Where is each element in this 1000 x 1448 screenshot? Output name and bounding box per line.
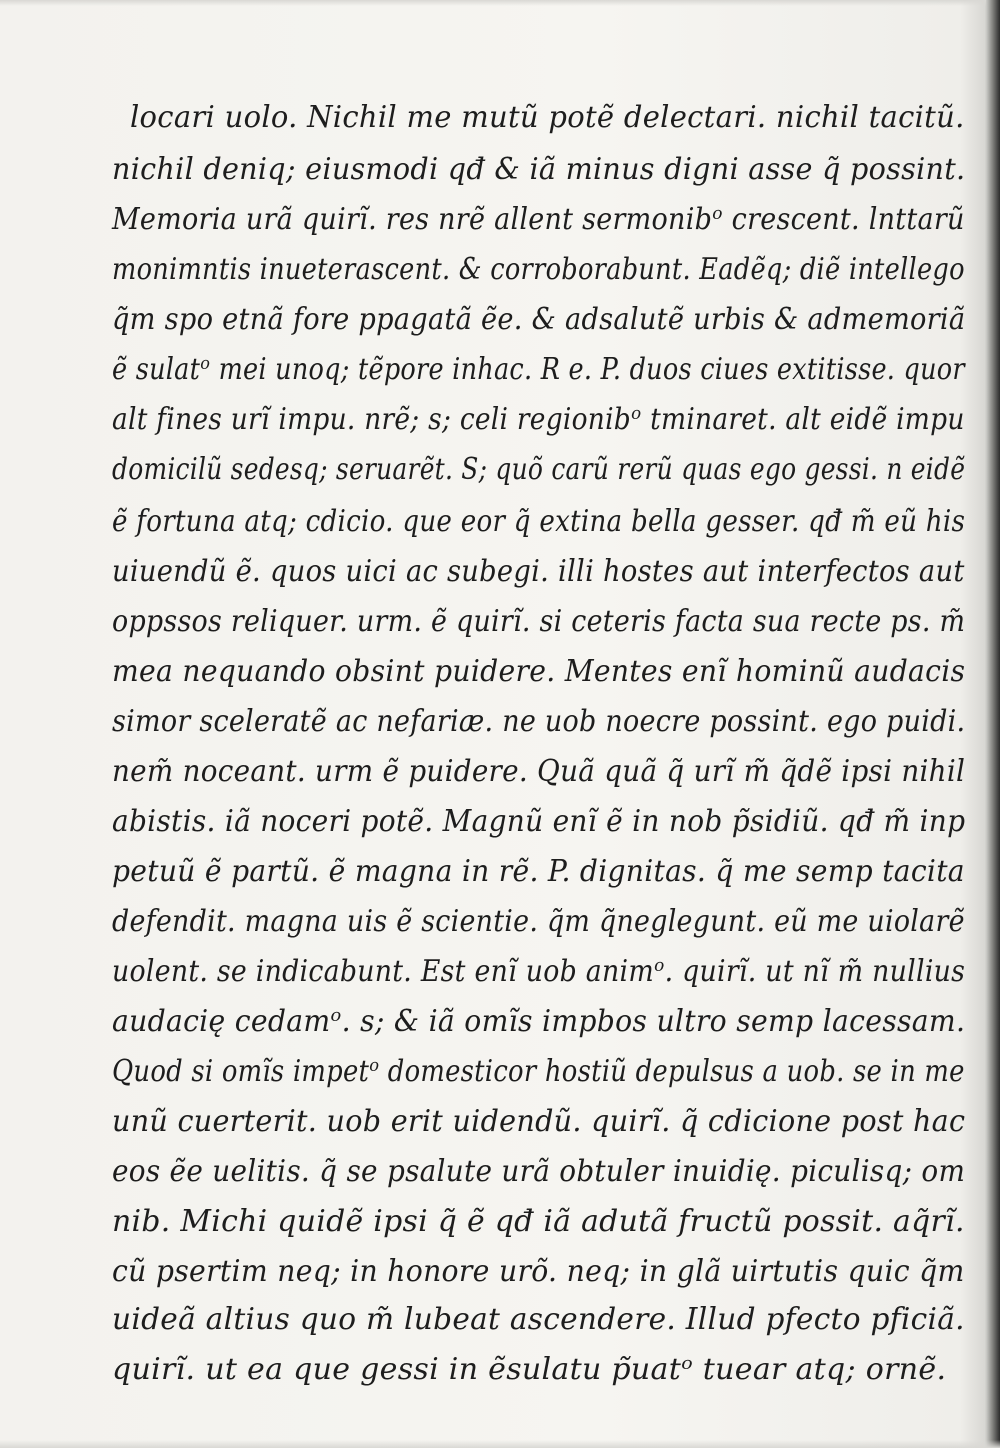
text-line: nem̃ noceant. urm ẽ puidere. Quã quã q̃ urĩ m̃ q̃dẽ ipsi nihil [112,754,966,789]
page-binding-edge [986,0,1000,1448]
text-line: ẽ sulatᵒ mei unoq; tẽpore inhac. R e. P. duos ciues extitisse. quor [112,352,965,387]
text-line: Quod si omĩs impetᵒ domesticor hostiũ depulsus a uob. se in me [112,1054,965,1089]
text-line: mea nequando obsint puidere. Mentes enĩ hominũ audacis [112,654,966,689]
text-line: ẽ fortuna atq; cdicio. que eor q̃ extina bella gesser. qđ m̃ eũ his [112,504,966,539]
text-line: uolent. se indicabunt. Est enĩ uob animᵒ. quirĩ. ut nĩ m̃ nullius [112,954,966,989]
text-line: q̃m spo etnã fore ppagatã ẽe. & adsalutẽ urbis & admemoriã [112,302,966,337]
text-line: monimntis inueterascent. & corroborabunt. Eadẽq; diẽ intellego [112,252,965,287]
text-line: oppssos reliquer. urm. ẽ quirĩ. si ceteris facta sua recte ps. m̃ [112,604,966,639]
text-line: uiuendũ ẽ. quos uici ac subegi. illi hostes aut interfectos aut [112,554,965,589]
text-line: simor sceleratẽ ac nefariæ. ne uob noecre possint. ego puidi. [112,704,966,739]
text-line: eos ẽe uelitis. q̃ se psalute urã obtuler inuidię. piculisq; om [112,1154,966,1189]
text-line: Memoria urã quirĩ. res nrẽ allent sermonibᵒ crescent. lnttarũ [112,202,965,237]
text-line: nib. Michi quidẽ ipsi q̃ ẽ qđ iã adutã fructũ possit. aq̃rĩ. [112,1204,965,1239]
text-line: unũ cuerterit. uob erit uidendũ. quirĩ. q̃ cdicione post hac [112,1104,966,1139]
page-top-edge [0,0,1000,6]
text-line: defendit. magna uis ẽ scientie. q̃m q̃neglegunt. eũ me uiolarẽ [112,904,965,939]
text-line: abistis. iã noceri potẽ. Magnũ enĩ ẽ in nob p̃sidiũ. qđ m̃ inp [112,804,966,839]
text-line: domicilũ sedesq; seruarẽt. S; quõ carũ rerũ quas ego gessi. n eidẽ [112,452,966,487]
text-line: uideã altius quo m̃ lubeat ascendere. Illud pfecto pficiã. [112,1302,965,1337]
text-line: alt fines urĩ impu. nrẽ; s; celi regionibᵒ tminaret. alt eidẽ impu [112,402,965,437]
text-line: locari uolo. Nichil me mutũ potẽ delectari. nichil tacitũ. [130,100,965,135]
text-line: nichil deniq; eiusmodi qđ & iã minus digni asse q̃ possint. [112,152,966,187]
text-line: cũ psertim neq; in honore urõ. neq; in glã uirtutis quic q̃m [112,1254,965,1289]
page-bottom-edge [0,1440,1000,1448]
text-line: audacię cedamᵒ. s; & iã omĩs impbos ultro semp lacessam. [112,1004,966,1039]
text-line: quirĩ. ut ea que gessi in ẽsulatu p̃uatᵒ tuear atq; ornẽ. [112,1352,947,1387]
text-line: petuũ ẽ partũ. ẽ magna in rẽ. P. dignitas. q̃ me semp tacita [112,854,965,889]
